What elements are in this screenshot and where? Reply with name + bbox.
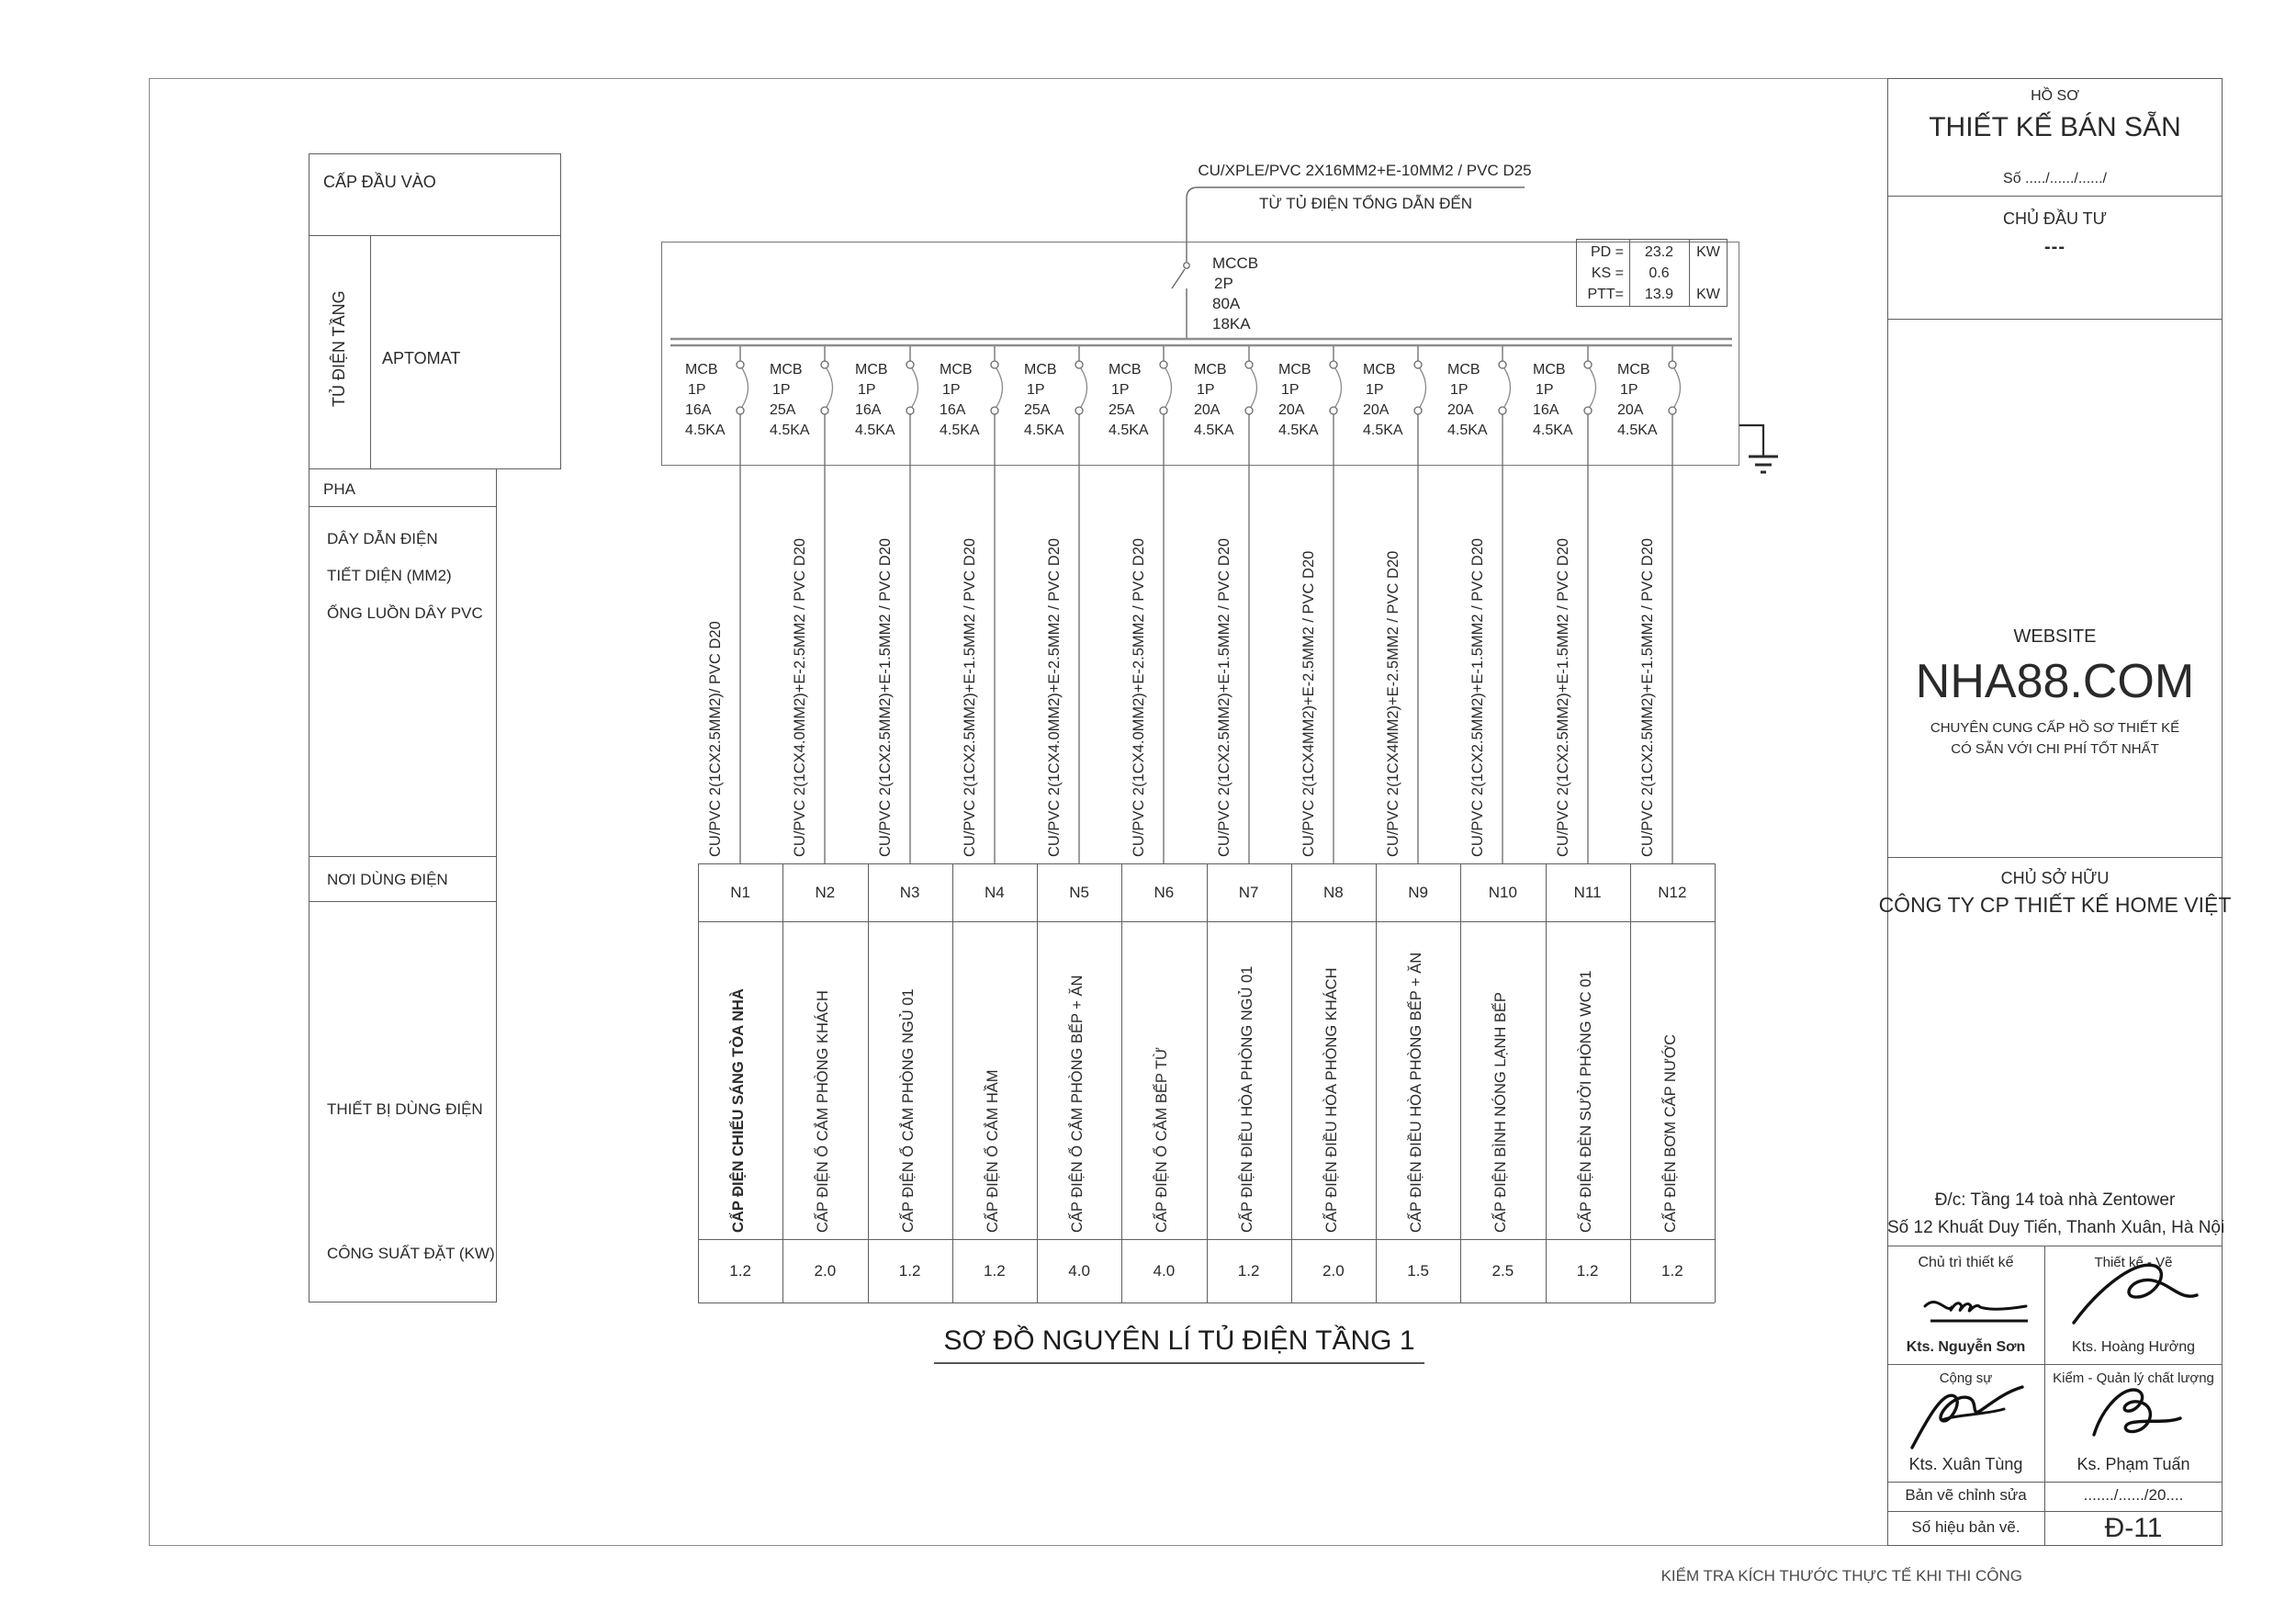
branch-power-kw: 4.0 (1068, 1262, 1090, 1280)
breaker-terminal-top-icon (1075, 361, 1083, 368)
tb-div-5 (1887, 1364, 2223, 1365)
breaker-arc-icon (1674, 368, 1681, 407)
breaker-arc-icon (1335, 368, 1342, 407)
mcb-breaking: 4.5KA (1447, 423, 1488, 438)
mcb-rating: 16A (940, 402, 966, 418)
branch-power-kw: 1.2 (984, 1262, 1006, 1280)
incoming-cable-label: CU/XPLE/PVC 2X16MM2+E-10MM2 / PVC D25 (1198, 162, 1532, 179)
mcb-name: MCB (1109, 362, 1142, 378)
chu-so-huu-value: CÔNG TY CP THIẾT KẾ HOME VIỆT (1878, 893, 2232, 917)
circuit-id: N2 (815, 884, 836, 901)
mcb-rating: 25A (770, 402, 796, 418)
ho-so-label: HỒ SƠ (2031, 88, 2079, 104)
breaker-terminal-top-icon (1669, 361, 1676, 368)
mccb-terminal-icon (1184, 263, 1189, 268)
ground-lead (1739, 425, 1763, 457)
branch-power-kw: 4.0 (1153, 1262, 1176, 1280)
pha-label: PHA (323, 480, 355, 498)
branch-power-kw: 1.2 (729, 1262, 751, 1280)
breaker-terminal-bottom-icon (737, 407, 744, 414)
load-table-vline (1546, 863, 1547, 1303)
sig-role-1: Chủ trì thiết kế (1918, 1255, 2014, 1270)
mcb-name: MCB (1194, 362, 1227, 378)
circuit-id: N5 (1069, 884, 1089, 901)
circuit-id: N10 (1488, 884, 1517, 901)
footer-note: KIỂM TRA KÍCH THƯỚC THỰC TẾ KHI THI CÔNG (1660, 1567, 2022, 1585)
signature-3 (1908, 1378, 2046, 1453)
chu-dau-tu-label: CHỦ ĐẦU TƯ (2002, 209, 2108, 228)
branch-load-label: CẤP ĐIỆN Ổ CẮM BẾP TỪ (1154, 1046, 1170, 1233)
mcb-breaking: 4.5KA (685, 423, 726, 438)
branch-power-kw: 1.2 (1237, 1262, 1260, 1280)
mcb-rating: 16A (685, 402, 712, 418)
branch-load-label: CẤP ĐIỆN Ổ CẮM PHÒNG NGỦ 01 (900, 988, 917, 1233)
load-table-vline (1037, 863, 1038, 1303)
breaker-arc-icon (827, 368, 833, 407)
mcb-label-block (770, 360, 810, 441)
branch-load-label: CẤP ĐIỆN Ổ CẮM PHÒNG BẾP + ĂN (1069, 975, 1086, 1233)
address-line1: Đ/c: Tầng 14 toà nhà Zentower (1934, 1190, 2176, 1210)
branch-power-kw: 2.0 (814, 1262, 837, 1280)
branch-load-label: CẤP ĐIỆN ĐIỀU HÒA PHÒNG NGỦ 01 (1239, 965, 1255, 1233)
mcb-breaking: 4.5KA (1278, 423, 1319, 438)
breaker-terminal-bottom-icon (1584, 407, 1592, 414)
load-table-vline (1630, 863, 1631, 1303)
sig-name-4: Ks. Phạm Tuấn (2077, 1455, 2190, 1473)
branch-cable-spec: CU/PVC 2(1CX4MM2)+E-2.5MM2 / PVC D20 (1385, 550, 1401, 857)
mcb-rating: 16A (855, 402, 882, 418)
so-hieu-value: Đ-11 (2104, 1513, 2163, 1543)
circuit-id: N3 (899, 884, 920, 901)
breaker-terminal-top-icon (1330, 361, 1337, 368)
breaker-terminal-bottom-icon (821, 407, 828, 414)
ban-ve-label: Bản vẽ chỉnh sửa (1905, 1486, 2027, 1504)
pd-label: PD = (1590, 244, 1624, 260)
so-hieu-label: Số hiệu bản vẽ. (1911, 1518, 2020, 1536)
incoming-note-label: TỪ TỦ ĐIỆN TỔNG DẪN ĐẾN (1258, 195, 1473, 212)
load-table-vline (1291, 863, 1292, 1303)
breaker-terminal-bottom-icon (1669, 407, 1676, 414)
mcb-name: MCB (1617, 362, 1650, 378)
mcb-label-block (1278, 360, 1319, 441)
mcb-label-block (1109, 360, 1149, 441)
sig-name-2: Kts. Hoàng Hưởng (2071, 1339, 2196, 1355)
load-table-vline (1715, 863, 1716, 1303)
breaker-arc-icon (1081, 368, 1087, 407)
tb-div-6 (1887, 1482, 2223, 1483)
drawing-title (904, 1325, 1455, 1364)
branch-power-kw: 1.5 (1407, 1262, 1429, 1280)
load-table-vline (782, 863, 783, 1303)
breaker-arc-icon (1165, 368, 1172, 407)
branch-load-label: CẤP ĐIỆN BƠM CẤP NƯỚC (1662, 1034, 1679, 1233)
breaker-terminal-bottom-icon (1330, 407, 1337, 414)
breaker-terminal-top-icon (1160, 361, 1167, 368)
breaker-terminal-bottom-icon (906, 407, 914, 414)
ks-label: KS = (1591, 265, 1624, 281)
branch-power-kw: 1.2 (898, 1262, 921, 1280)
mcb-rating: 25A (1024, 402, 1051, 418)
tb-div-7 (1887, 1511, 2223, 1512)
mcb-breaking: 4.5KA (940, 423, 980, 438)
mcb-name: MCB (685, 362, 718, 378)
load-table-vline (1460, 863, 1461, 1303)
thiet-bi-label: THIẾT BỊ DÙNG ĐIỆN (327, 1100, 483, 1118)
branch-cable-spec: CU/PVC 2(1CX4.0MM2)+E-2.5MM2 / PVC D20 (1131, 537, 1147, 857)
sig-role-2: Thiết kế - Vẽ (2094, 1255, 2173, 1270)
chu-dau-tu-value: --- (2044, 237, 2065, 257)
branch-cable-spec: CU/PVC 2(1CX2.5MM2)+E-1.5MM2 / PVC D20 (1555, 537, 1571, 857)
mcb-name: MCB (1447, 362, 1480, 378)
branch-cable-spec: CU/PVC 2(1CX2.5MM2)/ PVC D20 (707, 621, 724, 857)
mcb-poles: 1P (1197, 382, 1215, 398)
mcb-poles: 1P (1366, 382, 1384, 398)
mcb-poles: 1P (1620, 382, 1638, 398)
so-line: Số ...../....../....../ (2003, 171, 2107, 186)
mcb-name: MCB (1278, 362, 1311, 378)
mcb-label-block (1024, 360, 1064, 441)
mcb-rating: 20A (1363, 402, 1390, 418)
branch-power-kw: 1.2 (1661, 1262, 1683, 1280)
breaker-terminal-top-icon (1584, 361, 1592, 368)
breaker-terminal-top-icon (737, 361, 744, 368)
mccb-switch-icon (1172, 269, 1185, 288)
load-table-vline (1207, 863, 1208, 1303)
branch-cable-spec: CU/PVC 2(1CX2.5MM2)+E-1.5MM2 / PVC D20 (1216, 537, 1232, 857)
branch-load-label: CẤP ĐIỆN Ổ CẮM HẦM (985, 1069, 1001, 1233)
mcb-name: MCB (770, 362, 803, 378)
tb-div-2 (1887, 319, 2223, 320)
mcb-poles: 1P (1281, 382, 1300, 398)
mcb-breaking: 4.5KA (1617, 423, 1658, 438)
website-value: NHA88.COM (1915, 655, 2195, 708)
mcb-name: MCB (940, 362, 973, 378)
mcb-rating: 25A (1109, 402, 1135, 418)
mcb-breaking: 4.5KA (1363, 423, 1403, 438)
mcb-breaking: 4.5KA (1533, 423, 1573, 438)
load-table-vline (868, 863, 869, 1303)
tb-div-1 (1887, 196, 2223, 197)
cong-suat-label: CÔNG SUẤT ĐẶT (KW) (327, 1245, 495, 1262)
breaker-arc-icon (1590, 368, 1596, 407)
branch-load-label: CẤP ĐIỆN Ổ CẮM PHÒNG KHÁCH (815, 990, 831, 1233)
load-table-vline (1376, 863, 1377, 1303)
mcb-rating: 20A (1447, 402, 1474, 418)
load-table-vline (1121, 863, 1122, 1303)
chu-so-huu-label: CHỦ SỞ HỮU (2000, 869, 2110, 887)
branch-load-label: CẤP ĐIỆN ĐIỀU HÒA PHÒNG BẾP + ĂN (1408, 952, 1424, 1233)
mcb-name: MCB (855, 362, 888, 378)
mcb-rating: 20A (1278, 402, 1305, 418)
breaker-arc-icon (1251, 368, 1257, 407)
circuit-id: N9 (1408, 884, 1428, 901)
mcb-rating: 16A (1533, 402, 1559, 418)
branch-cable-spec: CU/PVC 2(1CX4.0MM2)+E-2.5MM2 / PVC D20 (792, 537, 808, 857)
circuit-id: N6 (1154, 884, 1175, 901)
breaker-terminal-bottom-icon (1245, 407, 1253, 414)
address-line2: Số 12 Khuất Duy Tiến, Thanh Xuân, Hà Nội (1887, 1218, 2225, 1237)
mcb-poles: 1P (1111, 382, 1130, 398)
load-table-hline (698, 921, 1715, 922)
mcb-breaking: 4.5KA (770, 423, 810, 438)
sig-name-1: Kts. Nguyễn Sơn (1906, 1339, 2026, 1355)
breaker-terminal-top-icon (1414, 361, 1422, 368)
mcb-name: MCB (1533, 362, 1566, 378)
breaker-terminal-top-icon (821, 361, 828, 368)
tu-dien-tang-label: TỦ ĐIỆN TẦNG (330, 290, 348, 407)
branch-cable-spec: CU/PVC 2(1CX2.5MM2)+E-1.5MM2 / PVC D20 (877, 537, 894, 857)
load-table-hline (698, 1239, 1715, 1240)
slogan-line1: CHUYÊN CUNG CẤP HỒ SƠ THIẾT KẾ (1930, 720, 2180, 736)
slogan-line2: CÓ SẴN VỚI CHI PHÍ TỐT NHẤT (1951, 741, 2159, 757)
mcb-breaking: 4.5KA (1194, 423, 1234, 438)
breaker-arc-icon (996, 368, 1003, 407)
ho-so-value: THIẾT KẾ BÁN SẴN (1929, 112, 2181, 142)
sig-name-3: Kts. Xuân Tùng (1908, 1455, 2023, 1473)
incoming-feeder-line (1187, 187, 1525, 262)
branch-cable-spec: CU/PVC 2(1CX2.5MM2)+E-1.5MM2 / PVC D20 (962, 537, 978, 857)
mcb-breaking: 4.5KA (855, 423, 895, 438)
mccb-rating: 80A (1212, 295, 1241, 312)
tb-div-3 (1887, 857, 2223, 858)
breaker-arc-icon (1420, 368, 1426, 407)
breaker-terminal-bottom-icon (1414, 407, 1422, 414)
breaker-terminal-bottom-icon (1499, 407, 1506, 414)
branch-load-label: CẤP ĐIỆN ĐÈN SƯỞI PHÒNG WC 01 (1578, 970, 1594, 1233)
breaker-terminal-top-icon (1499, 361, 1506, 368)
signature-2 (2068, 1255, 2206, 1333)
breaker-arc-icon (912, 368, 918, 407)
mcb-breaking: 4.5KA (1109, 423, 1149, 438)
mcb-poles: 1P (1536, 382, 1554, 398)
sig-role-3: Cộng sự (1939, 1370, 1993, 1386)
mcb-label-block (940, 360, 980, 441)
mcb-name: MCB (1024, 362, 1057, 378)
website-label: WEBSITE (2013, 626, 2097, 647)
signature-4 (2077, 1378, 2206, 1453)
mccb-name: MCCB (1212, 254, 1259, 272)
ks-value: 0.6 (1649, 265, 1670, 281)
mcb-poles: 1P (1450, 382, 1469, 398)
circuit-id: N1 (730, 884, 750, 901)
circuit-id: N11 (1573, 884, 1602, 901)
mcb-label-block (685, 360, 726, 441)
mcb-label-block (1617, 360, 1658, 441)
load-table-hline (698, 863, 1715, 864)
branch-power-kw: 2.5 (1491, 1262, 1514, 1280)
breaker-terminal-bottom-icon (1160, 407, 1167, 414)
breaker-arc-icon (742, 368, 748, 407)
mcb-breaking: 4.5KA (1024, 423, 1064, 438)
branch-cable-spec: CU/PVC 2(1CX4.0MM2)+E-2.5MM2 / PVC D20 (1046, 537, 1063, 857)
load-table-vline (698, 863, 699, 1303)
mccb-breaking: 18KA (1212, 315, 1251, 333)
pd-unit: KW (1696, 244, 1720, 260)
breaker-terminal-top-icon (991, 361, 998, 368)
branch-cable-spec: CU/PVC 2(1CX2.5MM2)+E-1.5MM2 / PVC D20 (1469, 537, 1486, 857)
drawing-title-text: SƠ ĐỒ NGUYÊN LÍ TỦ ĐIỆN TẦNG 1 (934, 1325, 1424, 1364)
mcb-label-block (1447, 360, 1488, 441)
circuit-id: N4 (985, 884, 1005, 901)
mcb-name: MCB (1363, 362, 1396, 378)
branch-load-label: CẤP ĐIỆN BÌNH NÓNG LẠNH BẾP (1492, 992, 1509, 1233)
mcb-rating: 20A (1617, 402, 1644, 418)
mcb-rating: 20A (1194, 402, 1221, 418)
signature-1 (1919, 1279, 2039, 1334)
mcb-label-block (1363, 360, 1403, 441)
branch-cable-spec: CU/PVC 2(1CX4MM2)+E-2.5MM2 / PVC D20 (1300, 550, 1317, 857)
breaker-terminal-top-icon (906, 361, 914, 368)
branch-load-label: CẤP ĐIỆN CHIẾU SÁNG TÒA NHÀ (730, 988, 747, 1233)
breaker-terminal-bottom-icon (991, 407, 998, 414)
breaker-terminal-bottom-icon (1075, 407, 1083, 414)
mcb-poles: 1P (858, 382, 876, 398)
mcb-poles: 1P (942, 382, 961, 398)
branch-cable-spec: CU/PVC 2(1CX2.5MM2)+E-1.5MM2 / PVC D20 (1639, 537, 1656, 857)
mcb-label-block (1533, 360, 1573, 441)
ptt-unit: KW (1696, 287, 1720, 302)
branch-load-label: CẤP ĐIỆN ĐIỀU HÒA PHÒNG KHÁCH (1323, 967, 1340, 1233)
ptt-label: PTT= (1587, 287, 1624, 302)
mcb-label-block (855, 360, 895, 441)
mccb-poles: 2P (1214, 275, 1233, 292)
tiet-dien-label: TIẾT DIỆN (MM2) (327, 567, 452, 584)
breaker-arc-icon (1504, 368, 1511, 407)
aptomat-label: APTOMAT (382, 349, 461, 367)
circuit-id: N8 (1323, 884, 1344, 901)
mcb-poles: 1P (688, 382, 706, 398)
day-dan-dien-label: DÂY DẪN ĐIỆN (327, 530, 438, 547)
circuit-id: N7 (1238, 884, 1259, 901)
branch-power-kw: 1.2 (1576, 1262, 1599, 1280)
noi-dung-dien-label: NƠI DÙNG ĐIỆN (327, 871, 448, 888)
sig-role-4: Kiểm - Quản lý chất lượng (2053, 1370, 2214, 1386)
mcb-poles: 1P (1027, 382, 1045, 398)
pd-value: 23.2 (1644, 244, 1674, 260)
circuit-id: N12 (1658, 884, 1687, 901)
load-table-vline (952, 863, 953, 1303)
breaker-terminal-top-icon (1245, 361, 1253, 368)
ptt-value: 13.9 (1644, 287, 1674, 302)
branch-power-kw: 2.0 (1322, 1262, 1345, 1280)
ban-ve-value: ......./....../20.... (2083, 1486, 2184, 1504)
mcb-label-block (1194, 360, 1234, 441)
cap-dau-vao-label: CẤP ĐẦU VÀO (323, 173, 436, 191)
ong-luon-label: ỐNG LUỒN DÂY PVC (327, 604, 483, 622)
mcb-poles: 1P (772, 382, 791, 398)
